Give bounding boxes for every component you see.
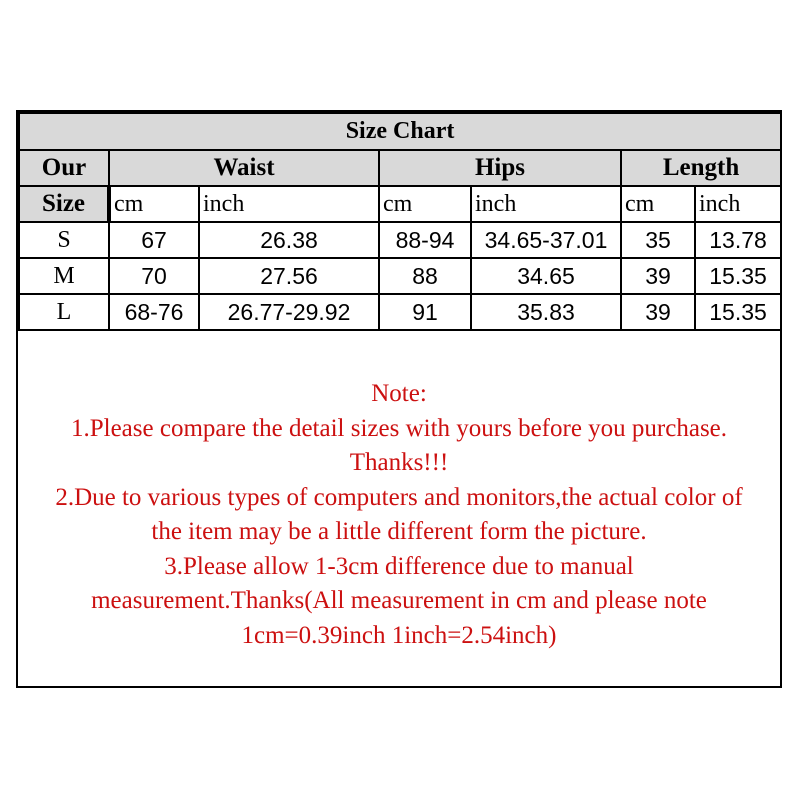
- unit-length-cm: cm: [621, 186, 695, 222]
- waist-cm-cell: 68-76: [109, 294, 199, 330]
- table-row: [19, 258, 781, 294]
- header-length: Length: [621, 150, 781, 186]
- waist-inch-cell: 27.56: [199, 258, 379, 294]
- table-row: [19, 222, 781, 258]
- header-hips: Hips: [379, 150, 621, 186]
- length-inch-cell: 13.78: [695, 222, 781, 258]
- table-title: Size Chart: [19, 113, 781, 150]
- hips-cm-cell: 88-94: [379, 222, 471, 258]
- note-line: Thanks!!!: [349, 449, 449, 476]
- waist-inch-cell: 26.77-29.92: [199, 294, 379, 330]
- waist-inch-cell: 26.38: [199, 222, 379, 258]
- note-line: 1cm=0.39inch 1inch=2.54inch): [241, 621, 557, 649]
- note-line: 1.Please compare the detail sizes with yours before you purchase.: [70, 414, 728, 442]
- unit-length-inch: inch: [695, 186, 781, 222]
- note-line: 2.Due to various types of computers and monitors,the actual color of: [55, 483, 743, 511]
- length-cm-cell: 39: [621, 294, 695, 330]
- header-our: Our: [19, 150, 109, 186]
- unit-waist-cm: cm: [109, 186, 199, 222]
- table-row: [19, 294, 781, 330]
- size-chart-frame: [16, 110, 782, 688]
- length-cm-cell: 39: [621, 258, 695, 294]
- note-line: measurement.Thanks(All measurement in cm and please note: [91, 587, 707, 614]
- note-line: 3.Please allow 1-3cm difference due to manual: [164, 552, 634, 580]
- hips-cm-cell: 88: [379, 258, 471, 294]
- note-heading: Note:: [371, 380, 427, 407]
- note-line: the item may be a little different form the picture.: [151, 518, 647, 545]
- waist-cm-cell: 70: [109, 258, 199, 294]
- unit-hips-inch: inch: [471, 186, 621, 222]
- size-cell: L: [19, 294, 109, 330]
- unit-waist-inch: inch: [199, 186, 379, 222]
- waist-cm-cell: 67: [109, 222, 199, 258]
- hips-inch-cell: 35.83: [471, 294, 621, 330]
- hips-inch-cell: 34.65: [471, 258, 621, 294]
- size-cell: M: [19, 258, 109, 294]
- unit-hips-cm: cm: [379, 186, 471, 222]
- hips-inch-cell: 34.65-37.01: [471, 222, 621, 258]
- note-block: [18, 377, 780, 653]
- header-waist: Waist: [109, 150, 379, 186]
- size-cell: S: [19, 222, 109, 258]
- length-cm-cell: 35: [621, 222, 695, 258]
- hips-cm-cell: 91: [379, 294, 471, 330]
- size-chart-table: [18, 112, 782, 331]
- length-inch-cell: 15.35: [695, 258, 781, 294]
- length-inch-cell: 15.35: [695, 294, 781, 330]
- header-size: Size: [19, 186, 109, 222]
